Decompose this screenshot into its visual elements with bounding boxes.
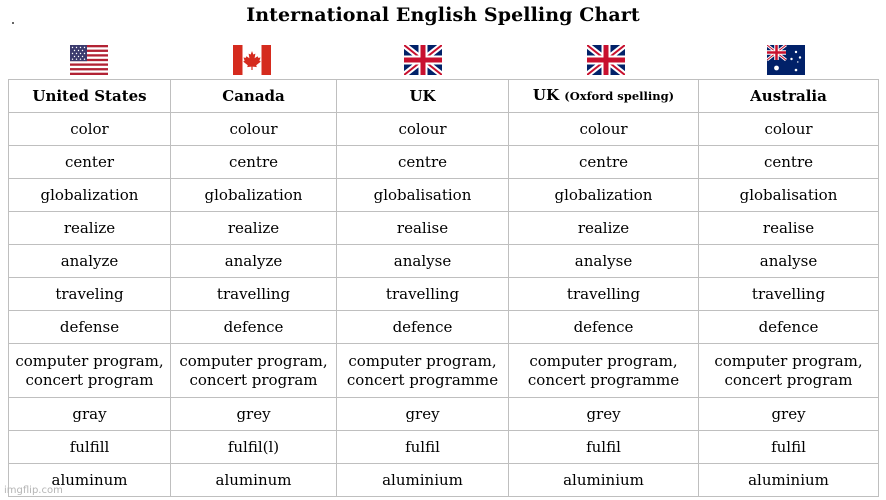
table-cell xyxy=(9,146,171,179)
cell-line: analyse xyxy=(759,251,818,270)
cell-line: centre xyxy=(397,152,447,171)
table-cell xyxy=(337,212,509,245)
cell-line: globalization xyxy=(554,185,653,204)
cell-line: realise xyxy=(396,218,449,237)
table-row xyxy=(9,464,879,497)
cell-line: centre xyxy=(228,152,278,171)
table-cell xyxy=(171,245,337,278)
table-body xyxy=(9,113,879,497)
table-cell xyxy=(699,278,879,311)
table-row xyxy=(9,146,879,179)
cell-line: realize xyxy=(577,218,630,237)
table-cell xyxy=(171,344,337,398)
australia-flag-icon xyxy=(767,45,805,75)
cell-line: colour xyxy=(398,119,447,138)
table-row xyxy=(9,245,879,278)
cell-line: centre xyxy=(578,152,628,171)
table-cell xyxy=(337,464,509,497)
table-cell xyxy=(171,311,337,344)
cell-line: aluminium xyxy=(563,470,644,489)
table-cell xyxy=(171,431,337,464)
table-cell xyxy=(171,179,337,212)
table-cell xyxy=(699,179,879,212)
table-cell xyxy=(9,431,171,464)
cell-line: travelling xyxy=(385,284,460,303)
table-cell xyxy=(699,146,879,179)
table-cell xyxy=(509,212,699,245)
cell-line: traveling xyxy=(55,284,124,303)
table-cell xyxy=(509,311,699,344)
cell-line: travelling xyxy=(751,284,826,303)
cell-line: globalization xyxy=(204,185,303,204)
cell-line: center xyxy=(64,152,114,171)
table-cell xyxy=(699,212,879,245)
table-cell xyxy=(9,212,171,245)
cell-line: analyze xyxy=(224,251,283,270)
cell-line: defence xyxy=(223,317,284,336)
table-cell xyxy=(9,245,171,278)
table-cell xyxy=(171,278,337,311)
cell-line: concert program xyxy=(724,370,853,389)
cell-line: fulfil xyxy=(586,437,621,456)
table-cell xyxy=(171,146,337,179)
column-header-united-states: United States xyxy=(9,80,171,113)
table-cell xyxy=(171,464,337,497)
cell-line: grey xyxy=(405,404,440,423)
table-row xyxy=(9,344,879,398)
table-cell xyxy=(9,344,171,398)
table-row xyxy=(9,113,879,146)
cell-line: gray xyxy=(72,404,107,423)
table-cell xyxy=(509,179,699,212)
cell-line: grey xyxy=(586,404,621,423)
table-cell xyxy=(509,398,699,431)
cell-line: defence xyxy=(758,317,819,336)
table-cell xyxy=(509,245,699,278)
table-cell xyxy=(509,113,699,146)
table-cell xyxy=(699,344,879,398)
spelling-table xyxy=(8,79,879,497)
table-cell xyxy=(699,311,879,344)
cell-line: computer program, xyxy=(179,351,328,370)
cell-line: defence xyxy=(573,317,634,336)
table-cell xyxy=(699,431,879,464)
table-cell xyxy=(509,344,699,398)
cell-line: travelling xyxy=(216,284,291,303)
table-row xyxy=(9,179,879,212)
cell-line: defence xyxy=(392,317,453,336)
table-cell xyxy=(509,464,699,497)
cell-line: analyse xyxy=(574,251,633,270)
cell-line: globalisation xyxy=(739,185,838,204)
cell-line: concert programme xyxy=(346,370,499,389)
cell-line: grey xyxy=(771,404,806,423)
cell-line: realise xyxy=(762,218,815,237)
table-cell xyxy=(337,179,509,212)
cell-line: centre xyxy=(763,152,813,171)
table-cell xyxy=(171,212,337,245)
cell-line: analyze xyxy=(60,251,119,270)
cell-line: analyse xyxy=(393,251,452,270)
cell-line: aluminium xyxy=(748,470,829,489)
cell-line: fulfil(l) xyxy=(227,437,280,456)
cell-line: fulfill xyxy=(69,437,110,456)
table-cell xyxy=(699,398,879,431)
cell-line: globalization xyxy=(40,185,139,204)
header-row xyxy=(9,80,879,113)
table-cell xyxy=(509,431,699,464)
cell-line: aluminium xyxy=(382,470,463,489)
cell-line: travelling xyxy=(566,284,641,303)
column-header-canada: Canada xyxy=(171,80,337,113)
uk-flag-icon xyxy=(404,45,442,75)
table-cell xyxy=(337,146,509,179)
cell-line: realize xyxy=(63,218,116,237)
column-header-uk-oxford: UK (Oxford spelling) xyxy=(509,80,699,113)
table-cell xyxy=(9,179,171,212)
table-cell xyxy=(9,278,171,311)
table-cell xyxy=(699,464,879,497)
cell-line: aluminum xyxy=(215,470,292,489)
cell-line: fulfil xyxy=(771,437,806,456)
cell-line: grey xyxy=(236,404,271,423)
cell-line: computer program, xyxy=(714,351,863,370)
cell-line: computer program, xyxy=(529,351,678,370)
table-cell xyxy=(509,146,699,179)
table-cell xyxy=(699,245,879,278)
cell-line: globalisation xyxy=(373,185,472,204)
column-header-sub: (Oxford spelling) xyxy=(564,89,675,103)
table-row xyxy=(9,431,879,464)
watermark: imgflip.com xyxy=(4,485,63,496)
table-cell xyxy=(509,278,699,311)
us-flag-icon xyxy=(70,45,108,75)
table-cell xyxy=(337,245,509,278)
column-header-australia: Australia xyxy=(699,80,879,113)
cell-line: defense xyxy=(59,317,120,336)
table-row xyxy=(9,398,879,431)
table-cell xyxy=(337,311,509,344)
table-cell xyxy=(171,113,337,146)
table-cell xyxy=(337,278,509,311)
table-cell xyxy=(337,398,509,431)
column-header-uk: UK xyxy=(337,80,509,113)
cell-line: computer program, xyxy=(15,351,164,370)
table-row xyxy=(9,278,879,311)
table-cell xyxy=(337,431,509,464)
flags-row xyxy=(8,45,878,77)
table-row xyxy=(9,311,879,344)
cell-line: realize xyxy=(227,218,280,237)
table-cell xyxy=(699,113,879,146)
cell-line: colour xyxy=(229,119,278,138)
cell-line: concert programme xyxy=(527,370,680,389)
cell-line: concert program xyxy=(189,370,318,389)
cell-line: aluminum xyxy=(51,470,128,489)
table-cell xyxy=(9,311,171,344)
cell-line: colour xyxy=(764,119,813,138)
cell-line: color xyxy=(70,119,109,138)
table-cell xyxy=(9,398,171,431)
table-row xyxy=(9,212,879,245)
cell-line: fulfil xyxy=(405,437,440,456)
cell-line: colour xyxy=(579,119,628,138)
table-cell xyxy=(9,113,171,146)
table-cell xyxy=(337,113,509,146)
cell-line: concert program xyxy=(25,370,154,389)
table-cell xyxy=(171,398,337,431)
uk-flag-icon xyxy=(587,45,625,75)
table-cell xyxy=(337,344,509,398)
cell-line: computer program, xyxy=(348,351,497,370)
canada-flag-icon xyxy=(233,45,271,75)
page-title: International English Spelling Chart xyxy=(246,4,640,26)
